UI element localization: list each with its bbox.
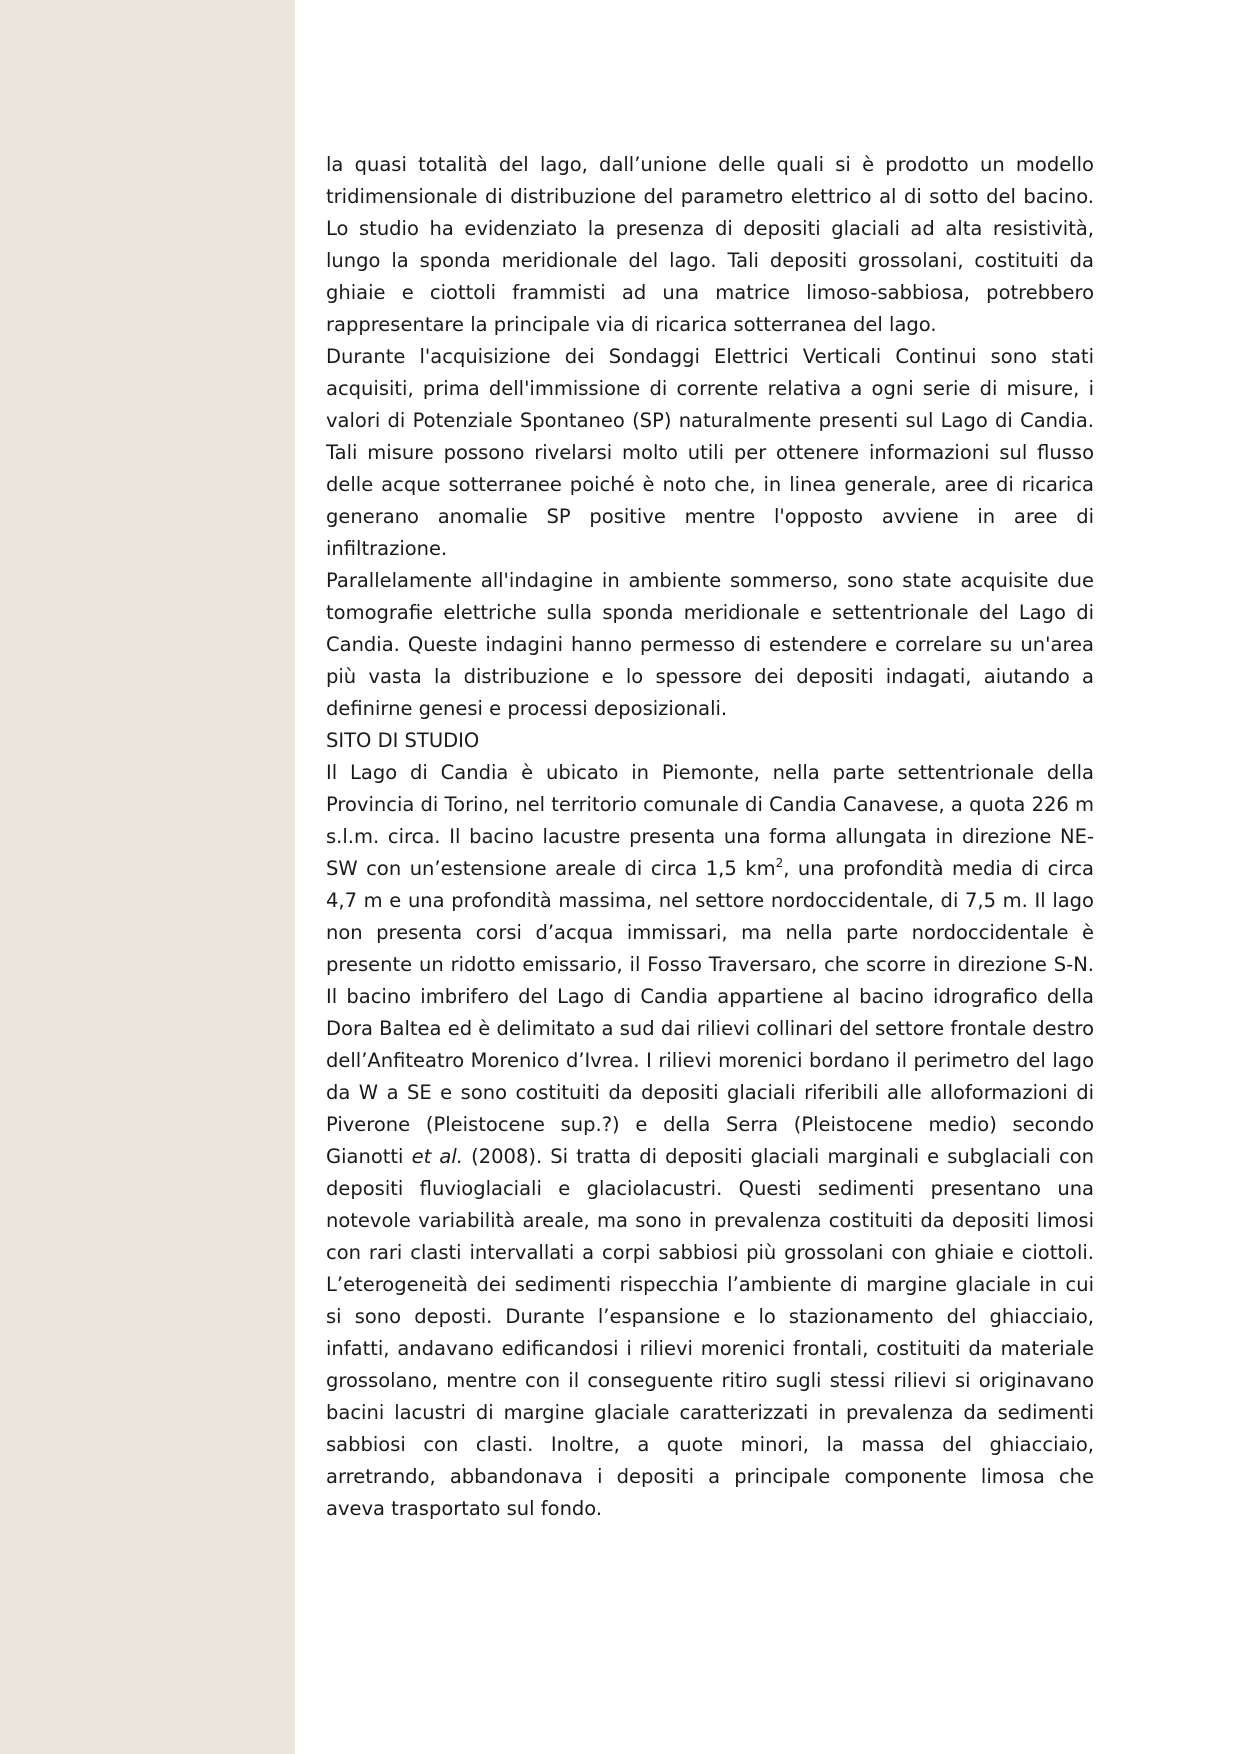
paragraph-survey-results: la quasi totalità del lago, dall’unione delle quali si è prodotto un modello tridimensionale di distribuzione del parametro elettrico al di sotto del bacino. Lo studio ha evidenziato la presenza di depositi glaciali ad alta resistività, lungo la sponda meridionale del lago. Tali depositi grossolani, costituiti da ghiaie e ciottoli frammisti ad una matrice limoso-sabbiosa, potrebbero rappresentare la principale via di ricarica sotterranea del lago. <box>326 153 1094 336</box>
paragraph-study-site: Il Lago di Candia è ubicato in Piemonte, nella parte settentrionale della Provincia di Torino, nel territorio comunale di Candia Canavese, a quota 226 m s.l.m. circa. Il bacino lacustre presenta una forma allungata in direzione NE-SW con un’estensione areale di circa 1,5 $km^2$, una profondità media di circa 4,7 m e una profondità massima, nel settore nordoccidentale, di 7,5 m. Il lago non presenta corsi d’acqua immissari, ma nella parte nordoccidentale è presente un ridotto emissario, il Fosso Traversaro, che scorre in direzione S-N. Il bacino imbrifero del Lago di Candia appartiene al bacino idrografico della Dora Baltea ed è delimitato a sud dai rilievi collinari del settore frontale destro dell’Anfiteatro Morenico d’Ivrea. I rilievi morenici bordano il perimetro del lago da W a SE e sono costituiti da depositi glaciali riferibili alle alloformazioni di Piverone (Pleistocene sup.?) e della Serra (Pleistocene medio) secondo Gianotti et al. (2008). Si tratta di depositi glaciali marginali e subglaciali con depositi fluvioglaciali e glaciolacustri. Questi sedimenti presentano una notevole variabilità areale, ma sono in prevalenza costituiti da depositi limosi con rari clasti intervallati a corpi sabbiosi più grossolani con ghiaie e ciottoli. L’eterogeneità dei sedimenti rispecchia l’ambiente di margine glaciale in cui si sono deposti. Durante l’espansione e lo stazionamento del ghiacciaio, infatti, andavano edificandosi i rilievi morenici frontali, costituiti da materiale grossolano, mentre con il conseguente ritiro sugli stessi rilievi si originavano bacini lacustri di margine glaciale caratterizzati in prevalenza da sedimenti sabbiosi con clasti. Inoltre, a quote minori, la massa del ghiacciaio, arretrando, abbandonava i depositi a principale componente limosa che aveva trasportato sul fondo. <box>326 761 1095 1520</box>
citation-et-al: et al. <box>411 1145 463 1168</box>
document-body <box>326 149 1094 1525</box>
superscript-exponent: 2 <box>775 856 784 870</box>
paragraph-electrical-tomography: Parallelamente all'indagine in ambiente sommerso, sono state acquisite due tomografie elettriche sulla sponda meridionale e settentrionale del Lago di Candia. Queste indagini hanno permesso di estendere e correlare su un'area più vasta la distribuzione e lo spessore dei depositi indagati, aiutando a definirne genesi e processi deposizionali. <box>326 569 1094 720</box>
side-band <box>0 0 295 1754</box>
paragraph-spontaneous-potential: Durante l'acquisizione dei Sondaggi Elettrici Verticali Continui sono stati acquisiti, prima dell'immissione di corrente relativa a ogni serie di misure, i valori di Potenziale Spontaneo (SP) naturalmente presenti sul Lago di Candia. Tali misure possono rivelarsi molto utili per ottenere informazioni sul flusso delle acque sotterranee poiché è noto che, in linea generale, aree di ricarica generano anomalie SP positive mentre l'opposto avviene in aree di infiltrazione. <box>326 345 1094 560</box>
section-heading-study-site: SITO DI STUDIO <box>326 729 480 752</box>
